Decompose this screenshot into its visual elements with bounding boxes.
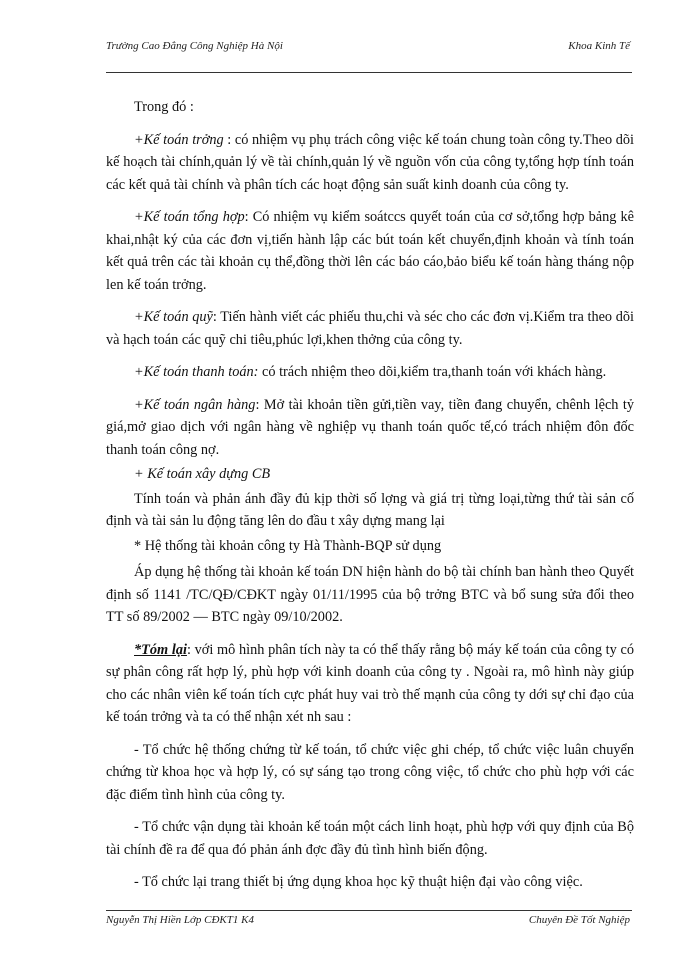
role-title: +Kế toán trởng: [134, 131, 224, 148]
bullet-item: - Tổ chức hệ thống chứng từ kế toán, tổ chức việc ghi chép, tổ chức việc luân chuyển chứng từ khoa học và hợp lý, có sự sáng tạo trong công việc, tổ chức cho phù hợp với các đặc điểm tình hình của công ty.: [106, 741, 634, 803]
footer-title: Chuyên Đề Tốt Nghiệp: [528, 914, 630, 926]
document-body: [106, 96, 634, 904]
footer-divider: [106, 910, 632, 911]
role-paragraph-payment: [106, 361, 634, 384]
account-system-text: Áp dụng hệ thống tài khoản kế toán DN hiện hành do bộ tài chính ban hành theo Quyết định số 1141 /TC/QĐ/CĐKT ngày 01/11/1995 của bộ trởng BTC và bổ sung sửa đổi theo TT số 89/2002 — BTC ngày 09/10/2002.: [106, 564, 634, 625]
role-title: +Kế toán quỹ: [134, 309, 213, 325]
role-text: : Có nhiệm vụ kiểm soátccs quyết toán của cơ sở,tổng hợp bảng kê khai,nhật ký của các đơn vị,tiến hành lập các bút toán kết chuyển,định khoản và tính toán kết quả trên các tài khoản cụ thể,đồng thời lên các báo cáo,bảo biểu kế toán hàng tháng nộp len kế toán trởng.: [106, 209, 634, 293]
role-paragraph-general: [106, 206, 634, 296]
page-header: [106, 40, 630, 52]
role-paragraph-bank: [106, 394, 634, 462]
footer-author: Nguyễn Thị Hiền Lớp CĐKT1 K4: [106, 914, 254, 926]
page-footer: [106, 914, 630, 926]
role-title: +Kế toán ngân hàng: [134, 396, 256, 413]
role-paragraph-fund: [106, 306, 634, 351]
role-text: : Mở tài khoản tiền gửi,tiền vay, tiền đang chuyển, chênh lệch tỷ giá,mở giao dịch với ngân hàng về nghiệp vụ thanh toán quốc tế,có trách nhiệm đôn đốc thanh toán công nợ.: [106, 396, 634, 458]
account-system-heading: * Hệ thống tài khoản công ty Hà Thành-BQP sử dụng: [134, 537, 442, 554]
summary-paragraph: [106, 639, 634, 729]
header-divider: [106, 72, 632, 73]
role-paragraph-chief: [106, 129, 634, 197]
role-text: : có nhiệm vụ phụ trách công việc kế toán chung toàn công ty.Theo dõi kế hoạch tài chính,quản lý về tài chính,quản lý về nguồn vốn của công ty,tổng hợp tính toán các kết quả tài chính và phân tích các hoạt động sản suất kinh doanh của công ty.: [106, 131, 634, 193]
summary-text: : với mô hình phân tích này ta có thể thấy rằng bộ máy kế toán của công ty có sự phân công rất hợp lý, phù hợp với kinh doanh của công ty . Ngoài ra, mô hình này giúp cho các nhân viên kế toán tích cực phát huy vai trò thế mạnh của công ty dới sự chỉ đạo của kế toán trởng và ta có thể nhận xét nh sau :: [106, 641, 634, 725]
role-title-construction: + Kế toán xây dựng CB: [134, 466, 271, 482]
bullet-item: - Tổ chức lại trang thiết bị ứng dụng khoa học kỹ thuật hiện đại vào công việc.: [134, 874, 583, 890]
bullet-item: - Tổ chức vận dụng tài khoản kế toán một cách linh hoạt, phù hợp với quy định của Bộ tài chính đề ra để qua đó phản ánh đợc đầy đủ tình hình biến động.: [106, 819, 634, 858]
header-faculty: Khoa Kinh Tế: [568, 40, 630, 52]
summary-title: *Tóm lại: [134, 641, 187, 658]
header-school: Trường Cao Đẳng Công Nghiệp Hà Nội: [106, 40, 283, 52]
intro-line: Trong đó :: [134, 99, 194, 115]
role-text: : Tiến hành viết các phiếu thu,chi và séc cho các đơn vị.Kiểm tra theo dõi và hạch toán các quỹ chi tiêu,phúc lợi,khen thởng của công ty.: [106, 309, 634, 348]
construction-text: Tính toán và phản ánh đầy đủ kịp thời số lợng và giá trị từng loại,từng thứ tài sản cố định và tài sản lu động tăng lên do đầu t xây dựng mang lại: [106, 490, 634, 529]
role-title: +Kế toán thanh toán:: [134, 364, 259, 380]
role-text: có trách nhiệm theo dõi,kiểm tra,thanh toán với khách hàng.: [258, 364, 607, 380]
role-title: +Kế toán tổng hợp: [134, 209, 245, 225]
